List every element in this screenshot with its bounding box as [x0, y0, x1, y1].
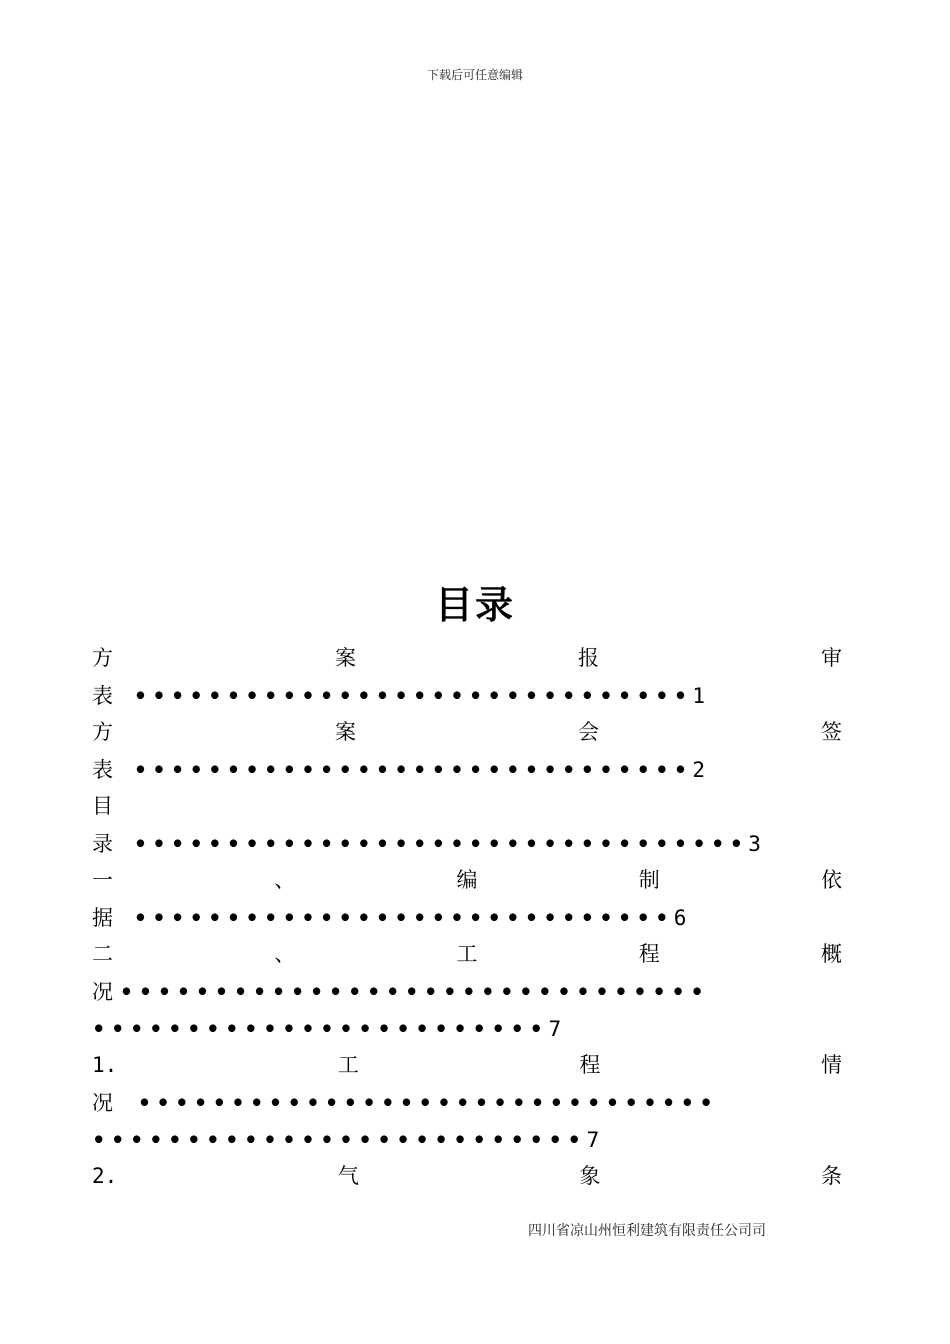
toc-leader-dots: •••••••••••••••••••••••••••••• — [133, 757, 693, 782]
toc-word: 签 — [821, 720, 842, 744]
toc-word: 况 — [92, 1091, 113, 1115]
toc-leader-dots: •••••••••••••••••••••••• — [92, 1016, 549, 1041]
toc-entry-line — [92, 788, 852, 825]
toc-leader-dots: ••••••••••••••••••••••••••••••• — [119, 979, 710, 1004]
toc-leader-dots: ••••••••••••••••••••••••••••••• — [137, 1090, 719, 1115]
toc-entry-line — [92, 751, 852, 788]
toc-word: 制 — [638, 868, 660, 892]
toc-word: 工 — [337, 1053, 359, 1077]
toc-word: 方 — [92, 646, 113, 670]
toc-word: 、 — [274, 942, 296, 966]
toc-entry-line — [92, 973, 852, 1010]
toc-entry-line — [92, 640, 842, 677]
toc-title: 目录 — [434, 582, 515, 627]
toc-word: 工 — [456, 942, 478, 966]
toc-word: 二 — [92, 942, 113, 966]
page-footer: 四川省凉山州恒利建筑有限责任公司司 — [528, 1223, 766, 1239]
toc-entry-line — [92, 677, 852, 714]
table-of-contents — [92, 640, 852, 1195]
toc-page-number: 7 — [548, 1017, 562, 1041]
toc-entry-line — [92, 714, 842, 751]
page-header: 下载后可任意编辑 — [426, 68, 523, 82]
toc-word: 气 — [337, 1164, 359, 1188]
toc-page-number: 3 — [748, 832, 761, 856]
toc-word: 编 — [456, 868, 478, 892]
toc-page-number: 1 — [692, 684, 706, 708]
toc-word: 情 — [820, 1053, 842, 1077]
toc-word: 据 — [92, 906, 113, 930]
toc-word: 程 — [579, 1053, 601, 1077]
toc-word: 象 — [579, 1164, 601, 1188]
toc-word: 依 — [821, 868, 842, 892]
toc-page-number: 2 — [692, 758, 706, 782]
toc-word: 1. — [92, 1053, 118, 1077]
toc-entry-line — [92, 1084, 852, 1121]
toc-word: 表 — [92, 758, 113, 782]
toc-word: 审 — [821, 646, 842, 670]
toc-entry-line — [92, 1010, 852, 1047]
toc-word: 目 — [92, 794, 113, 818]
toc-leader-dots: ••••••••••••••••••••••••••••••••• — [133, 831, 749, 856]
toc-leader-dots: ••••••••••••••••••••••••••••• — [133, 905, 674, 930]
toc-entry-line — [92, 1158, 842, 1195]
toc-word: 2. — [92, 1164, 118, 1188]
toc-word: 会 — [578, 720, 599, 744]
toc-word: 概 — [821, 942, 842, 966]
toc-word: 程 — [638, 942, 660, 966]
toc-word: 、 — [274, 868, 296, 892]
toc-word: 况 — [92, 980, 113, 1004]
toc-leader-dots: •••••••••••••••••••••••••••••• — [133, 683, 693, 708]
toc-page-number: 7 — [586, 1128, 600, 1152]
toc-entry-line — [92, 862, 842, 899]
toc-page-number: 6 — [673, 906, 687, 930]
toc-entry-line — [92, 1047, 842, 1084]
toc-word: 条 — [820, 1164, 842, 1188]
toc-entry-line — [92, 825, 852, 862]
toc-leader-dots: •••••••••••••••••••••••••• — [92, 1127, 587, 1152]
toc-word: 报 — [578, 646, 599, 670]
toc-word: 方 — [92, 720, 113, 744]
toc-word: 录 — [92, 832, 113, 856]
toc-entry-line — [92, 1121, 852, 1158]
toc-entry-line — [92, 899, 852, 936]
toc-word: 案 — [335, 720, 356, 744]
toc-word: 表 — [92, 684, 113, 708]
toc-word: 案 — [335, 646, 356, 670]
toc-entry-line — [92, 936, 842, 973]
toc-word: 一 — [92, 868, 113, 892]
